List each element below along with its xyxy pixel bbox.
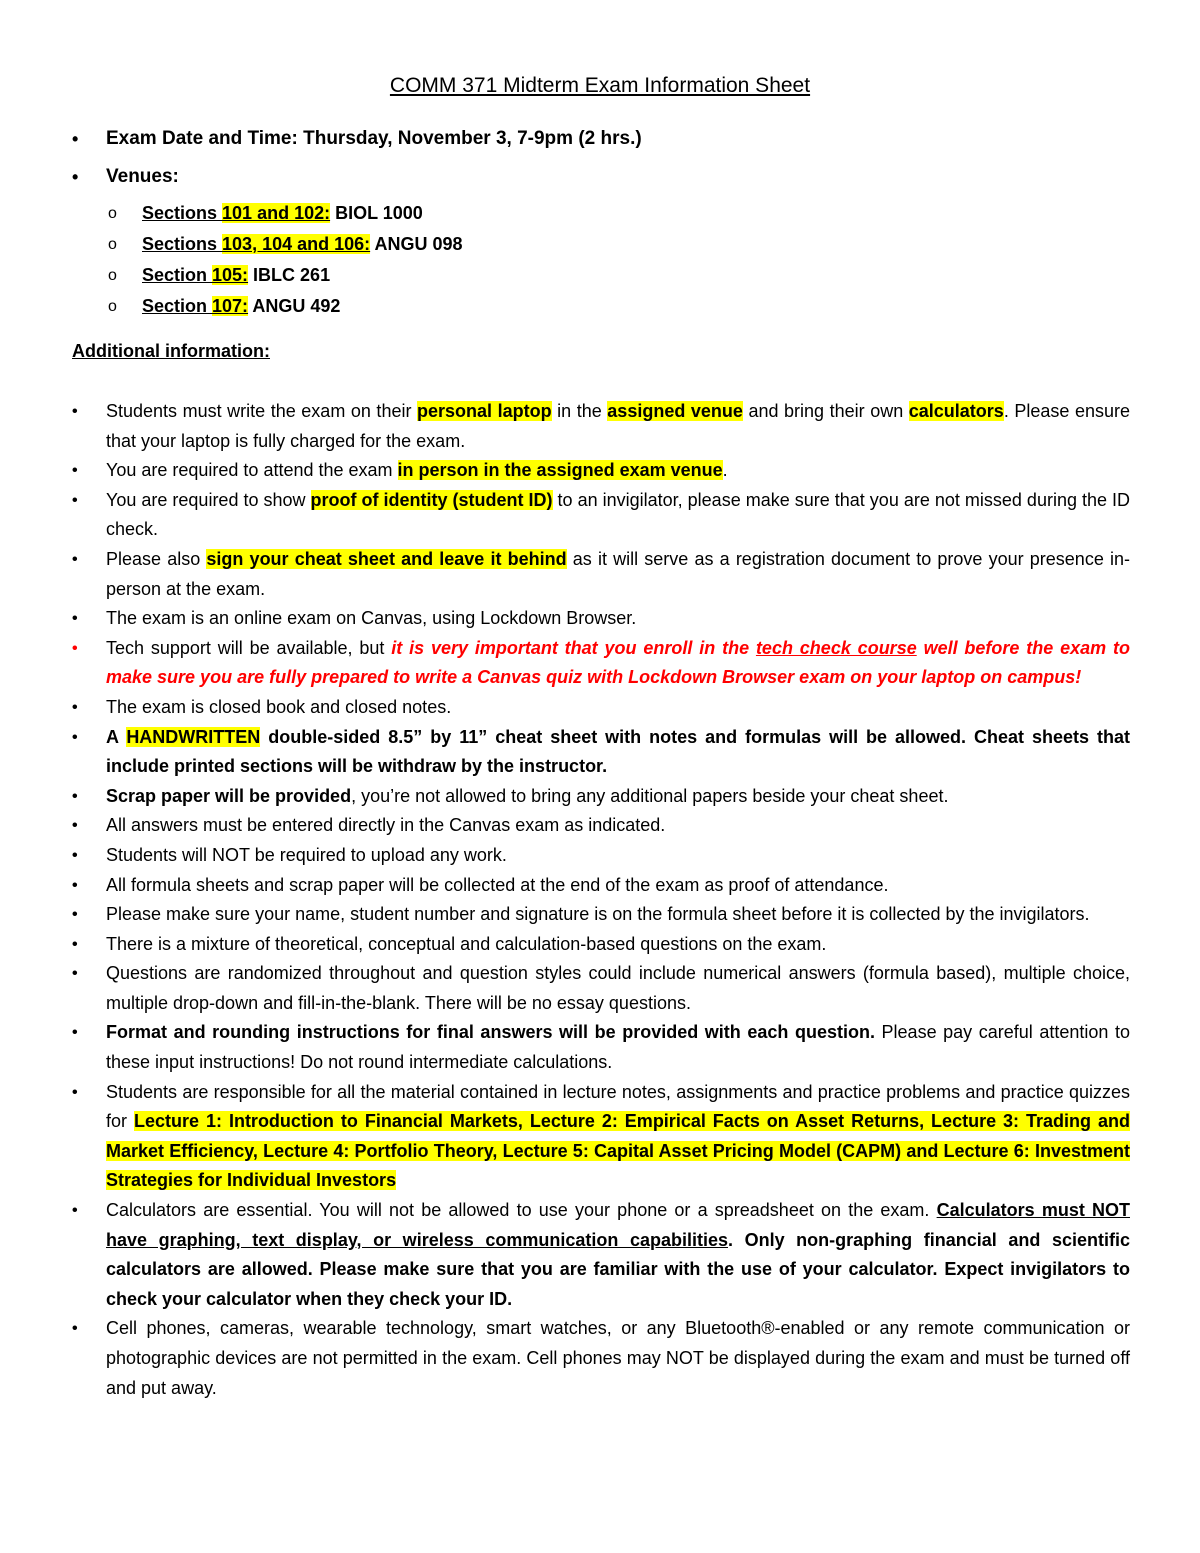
info-item (72, 782, 1130, 812)
text-span: Tech support will be available, but (106, 637, 392, 658)
bullet-icon: • (72, 965, 78, 983)
text-span: You are required to show (106, 489, 311, 510)
info-item (72, 1078, 1130, 1196)
info-item (72, 871, 1130, 901)
bullet-icon: • (72, 167, 79, 187)
bullet-icon: • (72, 1024, 78, 1042)
info-item (72, 811, 1130, 841)
text-span: 105: (212, 265, 249, 285)
text-span: ANGU 098 (370, 234, 463, 254)
page-title: COMM 371 Midterm Exam Information Sheet (389, 74, 811, 97)
text-span: 107: (212, 296, 249, 316)
additional-info-heading: Additional information: (72, 341, 270, 361)
text-span: Questions are randomized throughout and question styles could include numerical answers (formula based), multiple choice, multiple drop-down and fill-in-the-blank. There will be no essay questions. (106, 963, 1130, 1013)
text-span: IBLC 261 (248, 265, 331, 285)
text-span: Cell phones, cameras, wearable technology, smart watches, or any Bluetooth®-enabled or any remote communication or photographic devices are not permitted in the exam. Cell phones may NOT be displayed during the exam and must be turned off and put away. (106, 1318, 1130, 1398)
bullet-icon: • (72, 403, 78, 420)
text-span: Section (142, 296, 213, 316)
venues-list (72, 198, 1132, 322)
text-span: Please also (106, 548, 207, 569)
exam-overview-list (72, 128, 1132, 338)
text-span: Calculators must NOT have graphing, text display, or wireless communication capabilities (106, 1200, 1130, 1250)
info-item (72, 397, 1130, 456)
text-span: There is a mixture of theoretical, conceptual and calculation-based questions on the exam. (106, 933, 827, 954)
exam-date-text: Exam Date and Time: Thursday, November 3, 7-9pm (2 hrs.) (106, 128, 642, 149)
info-item-tech-support (72, 634, 1130, 693)
info-item (72, 604, 1130, 634)
info-item (72, 545, 1130, 604)
text-span: Please pay careful attention to these input instructions! Do not round intermediate calculations. (106, 1022, 1130, 1073)
bullet-icon: • (72, 787, 78, 805)
text-span: Students will NOT be required to upload any work. (106, 844, 507, 865)
venue-item (72, 260, 1132, 291)
bullet-icon: • (72, 1083, 78, 1101)
text-span: Calculators are essential. You will not be allowed to use your phone or a spreadsheet on the exam. (106, 1200, 937, 1221)
text-span: All answers must be entered directly in the Canvas exam as indicated. (106, 815, 666, 836)
bullet-icon: • (72, 462, 78, 480)
info-item (72, 1314, 1130, 1403)
text-span: 103, 104 and 106: (222, 234, 371, 254)
bullet-icon: • (72, 906, 78, 924)
circle-bullet-icon: o (108, 205, 117, 222)
info-item (72, 1196, 1130, 1314)
text-span: . Only non-graphing financial and scientific calculators are allowed. Please make sure that you are familiar with the use of your calculator. Expect invigilators to check your calculator when they check your ID. (106, 1229, 1130, 1309)
text-span: The exam is an online exam on Canvas, using Lockdown Browser. (106, 608, 637, 629)
text-span: Students are responsible for all the material contained in lecture notes, assignments and practice problems and practice quizzes for (106, 1081, 1130, 1132)
text-span: well before the exam to make sure you are fully prepared to write a Canvas quiz with Lockdown Browser exam on your laptop on campus! (106, 637, 1131, 688)
bullet-icon: • (72, 876, 78, 894)
info-item (72, 959, 1130, 1018)
text-span: Sections (142, 203, 223, 223)
text-span: to an invigilator, please make sure that you are not missed during the ID check. (106, 489, 1131, 540)
info-item (72, 456, 1130, 486)
venues-item (72, 166, 1132, 322)
text-span: ANGU 492 (248, 296, 341, 316)
venues-label: Venues: (106, 166, 179, 187)
text-span: You are required to attend the exam (106, 460, 398, 481)
text-span: in person in the assigned exam venue (397, 460, 723, 481)
bullet-icon: • (72, 817, 78, 835)
info-item (72, 1018, 1130, 1077)
text-span: Scrap paper will be provided (106, 785, 352, 806)
tech-check-course-link: tech check course (755, 637, 917, 658)
bullet-icon: • (72, 728, 78, 746)
text-span: Please make sure your name, student number and signature is on the formula sheet before it is collected by the invigilators. (106, 904, 1090, 925)
text-span: Students must write the exam on their (106, 401, 418, 421)
info-item (72, 693, 1130, 723)
text-span: A (106, 726, 127, 747)
text-span: All formula sheets and scrap paper will be collected at the end of the exam as proof of attendance. (106, 874, 889, 895)
circle-bullet-icon: o (108, 298, 117, 315)
venue-item (72, 291, 1132, 322)
text-span: Format and rounding instructions for final answers will be provided with each question. (106, 1022, 875, 1043)
bullet-icon: • (72, 935, 78, 953)
text-span: as it will serve as a registration document to prove your presence in-person at the exam. (106, 548, 1130, 599)
text-span: , you’re not allowed to bring any additional papers beside your cheat sheet. (351, 785, 949, 806)
bullet-icon: • (72, 846, 78, 864)
text-span: Sections (142, 234, 223, 254)
bullet-icon: • (72, 698, 78, 716)
text-span: . (722, 460, 728, 481)
text-span: Lecture 1: Introduction to Financial Markets, Lecture 2: Empirical Facts on Asset Returns, Lecture 3: Trading and Market Efficiency, Lecture 4: Portfolio Theory, Lecture 5: Capital Asset Pricing Model (CAPM) and Lecture 6: Investment Strategies for Individual Investors (106, 1111, 1130, 1191)
text-span: calculators (908, 401, 1004, 421)
text-span: personal laptop (417, 401, 552, 421)
text-span: BIOL 1000 (330, 203, 423, 223)
venue-item (72, 229, 1132, 260)
text-span: it is very important that you enroll in the (391, 637, 756, 658)
additional-info-list (72, 397, 1130, 1403)
text-span: assigned venue (607, 401, 743, 421)
bullet-icon: • (72, 610, 78, 628)
bullet-icon: • (72, 129, 79, 149)
circle-bullet-icon: o (108, 236, 117, 253)
text-span: double-sided 8.5” by 11” cheat sheet with notes and formulas will be allowed. Cheat sheets that include printed sections will be withdraw by the instructor. (106, 726, 1130, 777)
info-item (72, 841, 1130, 871)
bullet-icon: • (72, 1320, 78, 1338)
venue-item (72, 198, 1132, 229)
bullet-icon: • (72, 1202, 78, 1220)
text-span: in the (551, 401, 608, 421)
info-item (72, 723, 1130, 782)
info-item (72, 930, 1130, 960)
text-span: proof of identity (student ID) (310, 489, 553, 510)
text-span: sign your cheat sheet and leave it behind (206, 548, 567, 569)
text-span: 101 and 102: (222, 203, 331, 223)
text-span: . Please ensure that your laptop is fully charged for the exam. (106, 401, 1130, 451)
bullet-icon: • (72, 639, 78, 657)
bullet-icon: • (72, 491, 78, 509)
text-span: HANDWRITTEN (126, 726, 261, 747)
bullet-icon: • (72, 550, 78, 568)
exam-date-item (72, 128, 1132, 150)
info-item (72, 486, 1130, 545)
text-span: The exam is closed book and closed notes. (106, 696, 452, 717)
circle-bullet-icon: o (108, 267, 117, 284)
text-span: and bring their own (742, 401, 909, 421)
text-span: Section (142, 265, 213, 285)
info-item (72, 900, 1130, 930)
